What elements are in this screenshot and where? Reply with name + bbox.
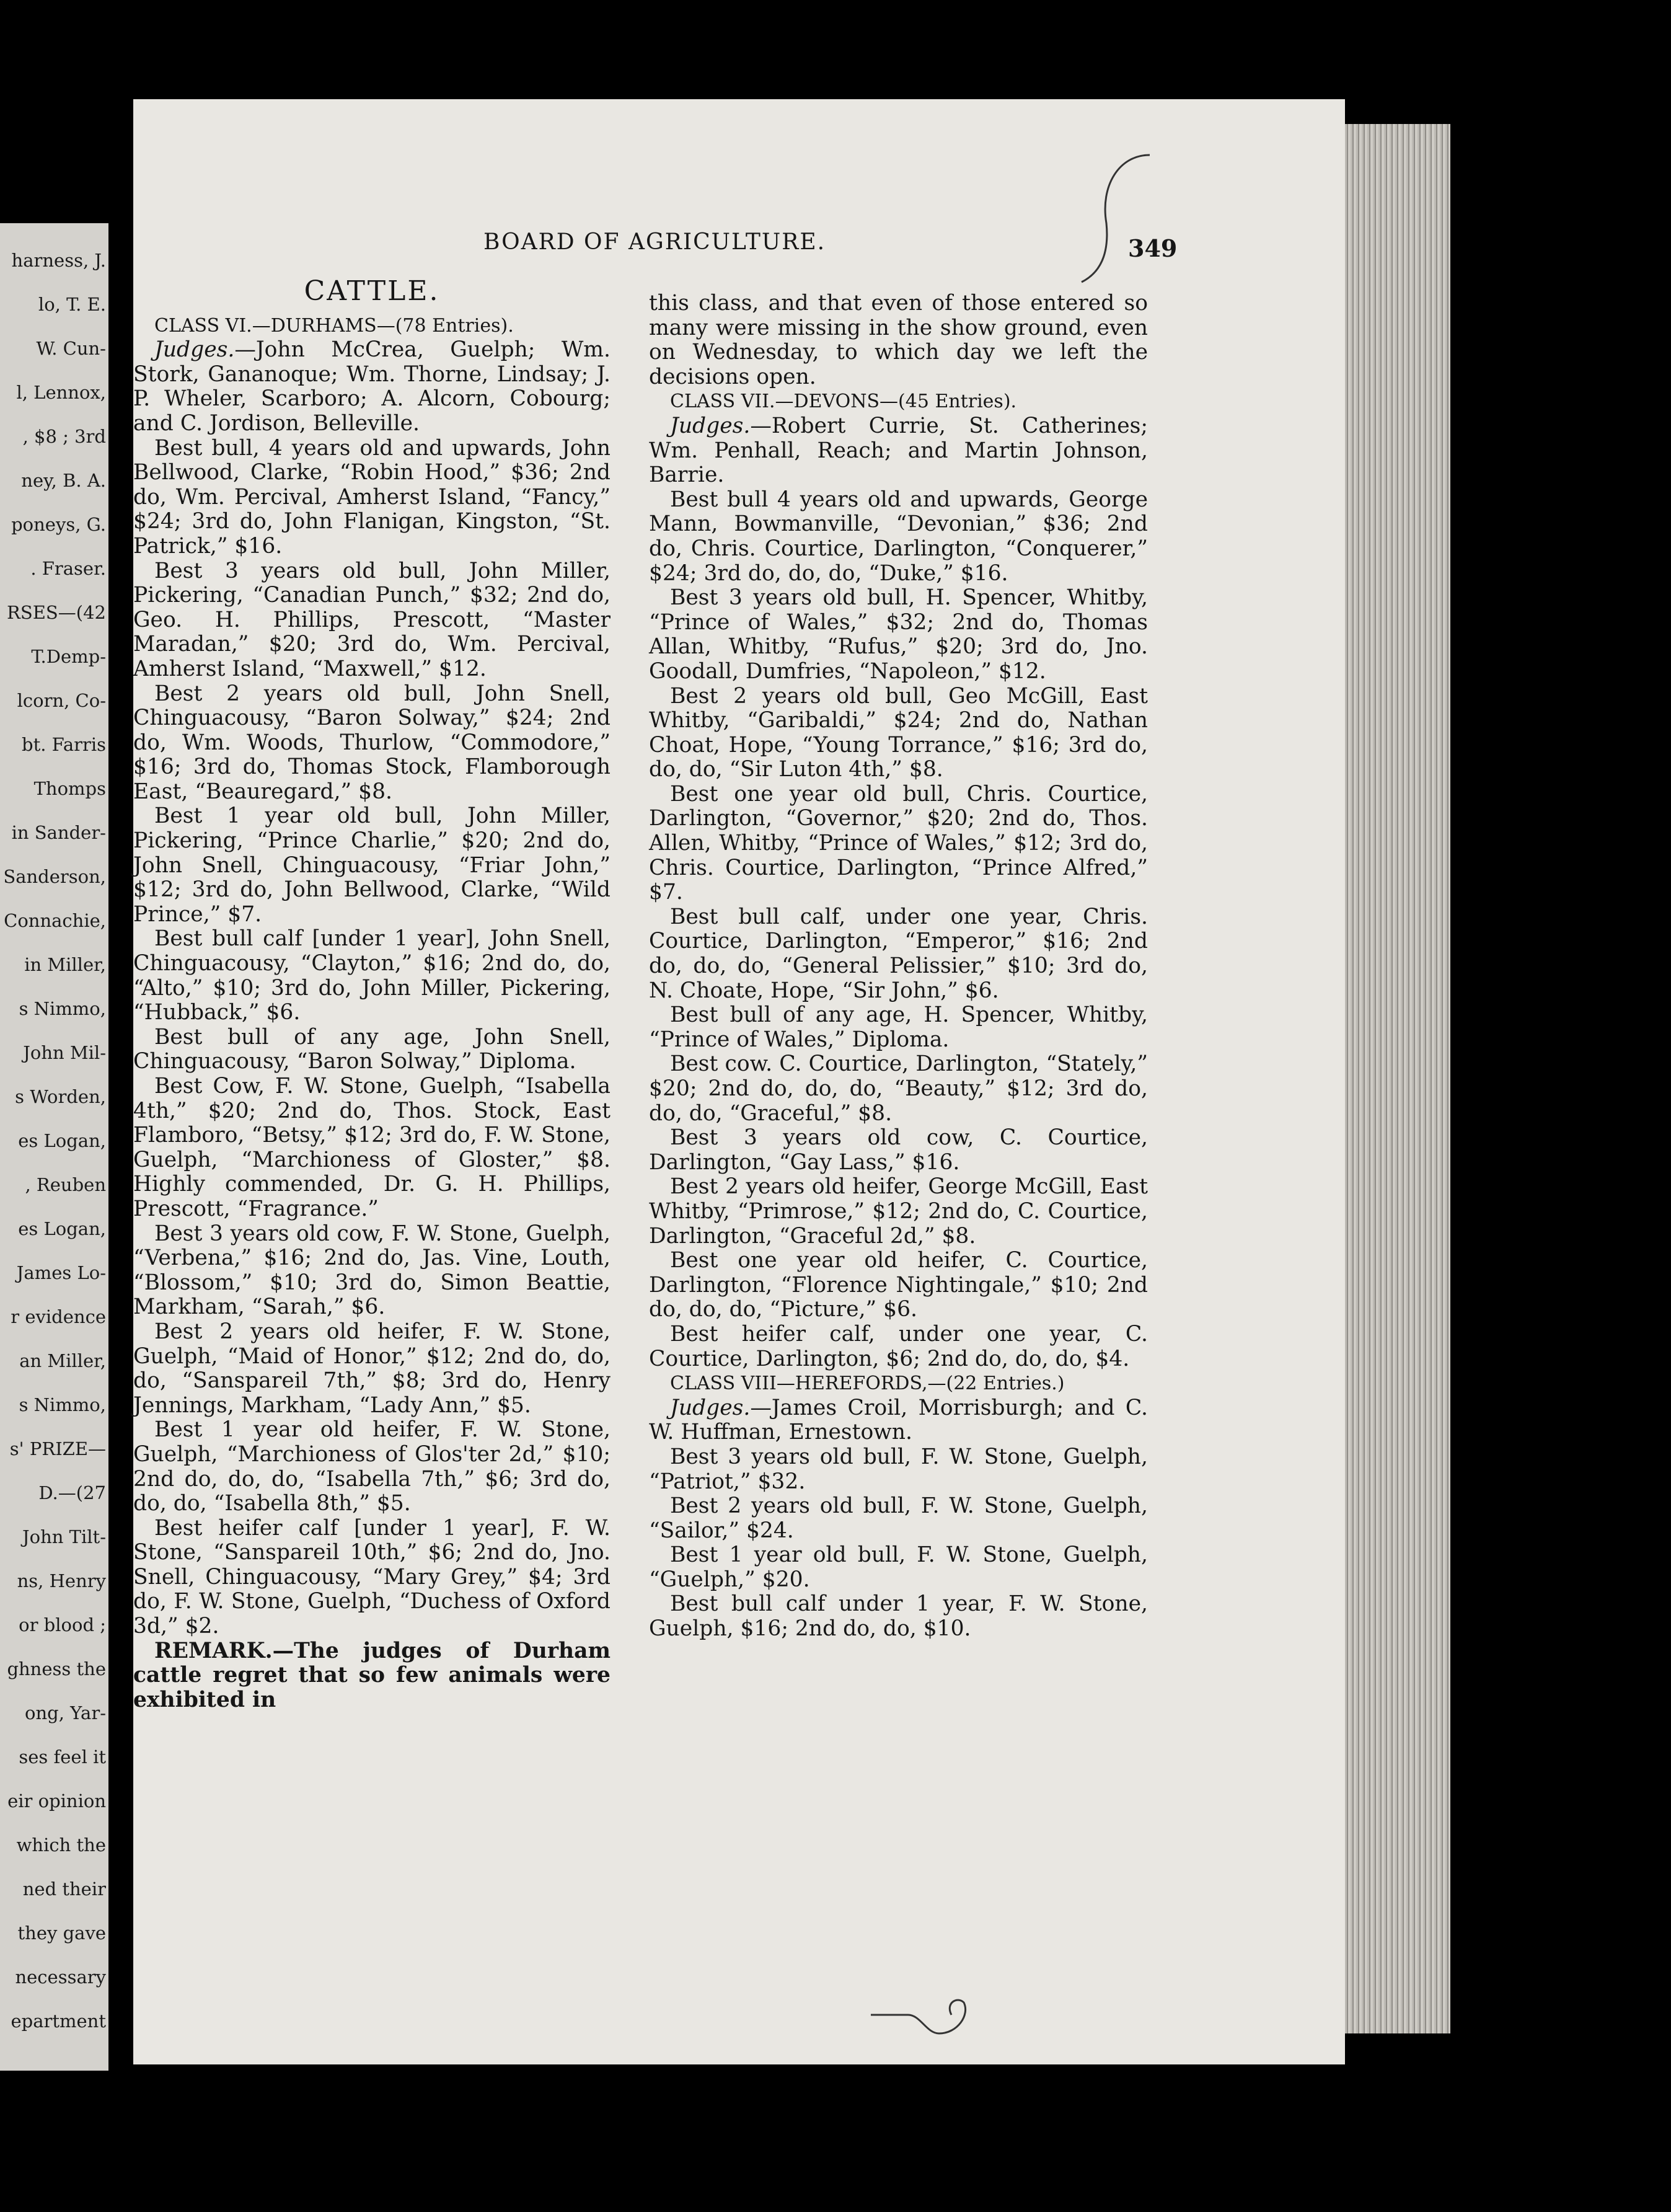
facing-page-line: ns, Henry: [17, 1570, 106, 1591]
judges-paragraph: [649, 1396, 1148, 1445]
class-heading: CLASS VII.—DEVONS—(45 Entries).: [670, 391, 1017, 413]
remark-text: —The judges of Durham cattle regret that so few animals were exhibited in: [133, 1638, 611, 1712]
class-heading: CLASS VI.—DURHAMS—(78 Entries).: [154, 314, 514, 337]
award-paragraph: Best 2 years old bull, F. W. Stone, Guelph, “Sailor,” $24.: [649, 1493, 1148, 1543]
pencil-mark-header: [1026, 149, 1162, 298]
award-paragraph: Best 2 years old bull, John Snell, Chinguacousy, “Baron Solway,” $24; 2nd do, Wm. Woods, Thurlow, “Commodore,” $16; 3rd do, Thomas Stock, Flamborough East, “Beauregard,” $8.: [133, 681, 611, 804]
award-paragraph: Best one year old heifer, C. Courtice, Darlington, “Florence Nightingale,” $10; 2nd do, do, do, “Picture,” $6.: [649, 1248, 1148, 1322]
award-paragraph: Best bull calf, under one year, Chris. Courtice, Darlington, “Emperor,” $16; 2nd do, do, do, “General Pelissier,” $10; 3rd do, N. Choate, Hope, “Sir John,” $6.: [649, 904, 1148, 1003]
facing-page-line: James Lo-: [16, 1262, 106, 1283]
facing-page-line: bt. Farris: [22, 734, 106, 755]
facing-page-line: necessary: [15, 1966, 106, 1988]
award-paragraph: Best bull of any age, John Snell, Chinguacousy, “Baron Solway,” Diploma.: [133, 1024, 611, 1074]
award-paragraph: Best one year old bull, Chris. Courtice, Darlington, “Governor,” $20; 2nd do, Thos. Allen, Whitby, “Prince of Wales,” $12; 3rd do, Chris. Courtice, Darlington, “Prince Alfred,” $7.: [649, 781, 1148, 905]
award-paragraph: Best 3 years old cow, F. W. Stone, Guelph, “Verbena,” $16; 2nd do, Jas. Vine, Louth, “Blossom,” $10; 3rd do, Simon Beattie, Markham, “Sarah,” $6.: [133, 1221, 611, 1320]
left-column: [133, 275, 611, 1712]
facing-page-line: ong, Yar-: [25, 1702, 106, 1723]
facing-page-line: . Fraser.: [30, 558, 106, 579]
facing-page-line: poneys, G.: [11, 514, 106, 535]
facing-page-line: an Miller,: [19, 1350, 106, 1371]
award-paragraph: Best 3 years old bull, F. W. Stone, Guelph, “Patriot,” $32.: [649, 1444, 1148, 1494]
class-heading: CLASS VIII—HEREFORDS,—(22 Entries.): [670, 1373, 1065, 1395]
facing-page-line: John Tilt-: [22, 1526, 106, 1547]
award-paragraph: Best 3 years old bull, John Miller, Pickering, “Canadian Punch,” $32; 2nd do, Geo. H. Phillips, Prescott, “Master Maradan,” $20; 3rd do, Wm. Percival, Amherst Island, “Maxwell,” $12.: [133, 558, 611, 681]
award-paragraph: Best 1 year old heifer, F. W. Stone, Guelph, “Marchioness of Glos'ter 2d,” $10; 2nd do, do, do, “Isabella 7th,” $6; 3rd do, do, do, “Isabella 8th,” $5.: [133, 1417, 611, 1516]
judges-label: Judges.: [670, 1395, 751, 1420]
award-paragraph: Best 2 years old heifer, F. W. Stone, Guelph, “Maid of Honor,” $12; 2nd do, do, do, “Sanspareil 7th,” $8; 3rd do, Henry Jennings, Markham, “Lady Ann,” $5.: [133, 1319, 611, 1418]
judges-text: —John McCrea, Guelph; Wm. Stork, Gananoque; Wm. Thorne, Lindsay; J. P. Wheler, Scarboro; A. Alcorn, Cobourg; and C. Jordison, Belleville.: [133, 337, 611, 436]
facing-page-line: T.Demp-: [31, 646, 106, 667]
pencil-mark-footer: [865, 1978, 1026, 2052]
award-paragraph: Best bull, 4 years old and upwards, John Bellwood, Clarke, “Robin Hood,” $36; 2nd do, Wm. Percival, Amherst Island, “Fancy,” $24; 3rd do, John Flanigan, Kingston, “St. Patrick,” $16.: [133, 435, 611, 559]
award-paragraph: Best 2 years old heifer, George McGill, East Whitby, “Primrose,” $12; 2nd do, C. Courtice, Darlington, “Graceful 2d,” $8.: [649, 1174, 1148, 1249]
award-paragraph: Best bull calf [under 1 year], John Snell, Chinguacousy, “Clayton,” $16; 2nd do, do, “Alto,” $10; 3rd do, John Miller, Pickering, “Hubback,” $6.: [133, 926, 611, 1025]
facing-page-line: lcorn, Co-: [17, 690, 106, 711]
award-paragraph: Best bull calf under 1 year, F. W. Stone, Guelph, $16; 2nd do, do, $10.: [649, 1591, 1148, 1642]
facing-page-line: ney, B. A.: [21, 470, 106, 491]
facing-page-line: eir opinion: [7, 1790, 106, 1812]
facing-page-line: epartment: [11, 2011, 106, 2032]
facing-page-line: es Logan,: [18, 1218, 106, 1239]
facing-page-line: John Mil-: [23, 1042, 106, 1063]
facing-page-line: RSES—(42: [7, 602, 106, 623]
facing-page-line: D.—(27: [38, 1482, 106, 1503]
page-text: [133, 99, 1345, 2064]
page-number: 349: [1128, 234, 1178, 262]
right-column: [649, 291, 1148, 1642]
facing-page-line: or blood ;: [19, 1614, 106, 1635]
award-paragraph: Best heifer calf, under one year, C. Courtice, Darlington, $6; 2nd do, do, do, $4.: [649, 1321, 1148, 1371]
judges-label: Judges.: [154, 337, 235, 363]
award-paragraph: Best heifer calf [under 1 year], F. W. Stone, “Sanspareil 10th,” $6; 2nd do, Jno. Snell, Chinguacousy, “Mary Grey,” $4; 3rd do, F. W. Stone, Guelph, “Duchess of Oxford 3d,” $2.: [133, 1515, 611, 1639]
facing-page-line: W. Cun-: [36, 338, 106, 359]
facing-page-line: lo, T. E.: [38, 294, 106, 315]
facing-page-line: ned their: [22, 1878, 106, 1900]
facing-page-line: l, Lennox,: [16, 382, 106, 403]
facing-page-line: harness, J.: [11, 250, 106, 271]
facing-page-line: , $8 ; 3rd: [22, 426, 106, 447]
award-paragraph: Best cow. C. Courtice, Darlington, “Stately,” $20; 2nd do, do, do, “Beauty,” $12; 3rd do, do, do, “Graceful,” $8.: [649, 1051, 1148, 1126]
award-paragraph: Best Cow, F. W. Stone, Guelph, “Isabella 4th,” $20; 2nd do, Thos. Stock, East Flamboro, “Betsy,” $12; 3rd do, F. W. Stone, Guelph, “Marchioness of Gloster,” $8. Highly commended, Dr. G. H. Phillips, Prescott, “Fragrance.”: [133, 1074, 611, 1221]
judges-text: —Robert Currie, St. Catherines; Wm. Penhall, Reach; and Martin Johnson, Barrie.: [649, 413, 1148, 488]
award-paragraph: Best bull of any age, H. Spencer, Whitby, “Prince of Wales,” Diploma.: [649, 1002, 1148, 1052]
facing-page-line: Thomps: [33, 778, 106, 799]
facing-page-line: , Reuben: [25, 1174, 106, 1195]
judges-label: Judges.: [670, 413, 751, 438]
facing-page-line: s Nimmo,: [19, 998, 106, 1019]
judges-paragraph: [133, 338, 611, 436]
running-title: BOARD OF AGRICULTURE.: [483, 229, 826, 255]
facing-page-line: Sanderson,: [3, 866, 106, 887]
award-paragraph: Best 1 year old bull, John Miller, Pickering, “Prince Charlie,” $20; 2nd do, John Snell, Chinguacousy, “Friar John,” $12; 3rd do, John Bellwood, Clarke, “Wild Prince,” $7.: [133, 803, 611, 927]
award-paragraph: Best 1 year old bull, F. W. Stone, Guelph, “Guelph,” $20.: [649, 1542, 1148, 1592]
remark-paragraph: [133, 1639, 611, 1713]
facing-page-line: s Nimmo,: [19, 1394, 106, 1415]
facing-page-line: es Logan,: [18, 1130, 106, 1151]
award-paragraph: Best 2 years old bull, Geo McGill, East Whitby, “Garibaldi,” $24; 2nd do, Nathan Choat, Hope, “Young Torrance,” $16; 3rd do, do, do, “Sir Luton 4th,” $8.: [649, 683, 1148, 782]
facing-page-line: r evidence: [11, 1306, 106, 1327]
book-page: [133, 99, 1345, 2064]
award-paragraph: Best 3 years old cow, C. Courtice, Darlington, “Gay Lass,” $16.: [649, 1125, 1148, 1175]
judges-text: —James Croil, Morrisburgh; and C. W. Huffman, Ernestown.: [649, 1395, 1148, 1445]
page-edge: [1345, 124, 1450, 2033]
facing-page-line: s Worden,: [15, 1086, 106, 1107]
judges-paragraph: [649, 414, 1148, 488]
facing-page-line: in Sander-: [11, 822, 106, 843]
award-paragraph: this class, and that even of those entered so many were missing in the show ground, even on Wednesday, to which day we left the decisions open.: [649, 291, 1148, 389]
facing-page-line: they gave: [17, 1922, 106, 1944]
remark-label: REMARK.: [154, 1638, 273, 1663]
facing-page-line: in Miller,: [24, 954, 106, 975]
facing-page-line: which the: [16, 1834, 106, 1856]
section-heading: CATTLE.: [304, 275, 440, 307]
facing-page-fragment: [0, 223, 108, 2071]
facing-page-line: ghness the: [7, 1658, 106, 1679]
facing-page-line: s' PRIZE—: [9, 1438, 106, 1459]
award-paragraph: Best 3 years old bull, H. Spencer, Whitby, “Prince of Wales,” $32; 2nd do, Thomas Allan, Whitby, “Rufus,” $20; 3rd do, Jno. Goodall, Dumfries, “Napoleon,” $12.: [649, 585, 1148, 684]
award-paragraph: Best bull 4 years old and upwards, George Mann, Bowmanville, “Devonian,” $36; 2nd do, Chris. Courtice, Darlington, “Conquerer,” $24; 3rd do, do, do, “Duke,” $16.: [649, 487, 1148, 586]
facing-page-line: Connachie,: [4, 910, 106, 931]
facing-page-line: ses feel it: [19, 1746, 106, 1767]
